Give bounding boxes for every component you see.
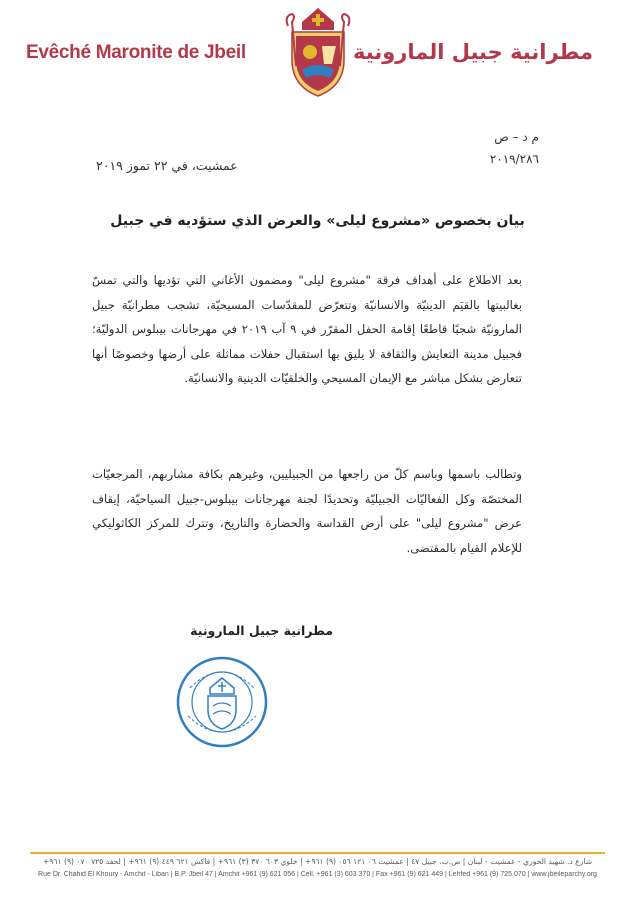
brand-name-arabic: مطرانية جبيل المارونية xyxy=(353,40,593,64)
body-paragraph-1: بعد الاطلاع على أهداف فرقة "مشروع ليلى" ومضمون الأغاني التي تؤديها والتي تمسّ بغالبيتها بالقيَم الدينيّة والانسانيّة وتتعرّض للمقدّسات المسيحيّة، تشجب مطرانيّة جبيل المارونيّة شجبًا قاطعًا إقامة الحفل المقرّر في ٩ آب ٢٠١٩ في مهرجانات بيبلوس الدوليّة؛ فجبيل مدينة التعايش والثقافة لا يليق بها استقبال حفلات مماثلة على أرضها وخصوصًا أنها تتعارض بشكل مباشر مع الإيمان المسيحي والخلقيّات الدينية والانسانيّة. xyxy=(92,273,522,385)
dateline: عمشيت، في ٢٢ تموز ٢٠١٩ xyxy=(96,158,238,173)
footer-address-english: Rue Dr. Chahid El Khoury - Amchit - Liban | B.P. Jbeil 47 | Amchit +961 (9) 621 056 | Cell. +961 (3) 603 370 | Fax +961 (9) 621 449 | Lehfed +961 (9) 725 070 | www.jbeileparchy.org xyxy=(38,871,597,878)
diocese-seal-icon xyxy=(176,656,268,748)
statement-title: بيان بخصوص «مشروع ليلى» والعرض الذي ستؤديه في جبيل xyxy=(110,213,525,229)
body-paragraph-2: وتطالب باسمها وباسم كلّ من راجعها من الجبيليين، وغيرهم بكافة مشاربهم، المرجعيّات المختصّة وكل الفعاليّات الجبيليّة وتحديدًا لجنة مهرجانات بيبلوس-جبيل السياحيّة، إيقاف عرض "مشروع ليلى" على أرض القداسة والحضارة والتاريخ، وتترك للمركز الكاثوليكي للإعلام القيام بالمقتضى. xyxy=(92,467,522,555)
reference-code: م د – ص xyxy=(494,130,539,144)
signature-line: مطرانية جبيل المارونية xyxy=(190,623,333,638)
reference-number: ٢٠١٩/٢٨٦ xyxy=(489,152,539,166)
brand-name-french: Evêché Maronite de Jbeil xyxy=(26,42,246,63)
footer-divider xyxy=(30,852,605,854)
diocese-crest-icon xyxy=(282,6,354,98)
footer-address-arabic: شارع د. شهيد الخوري - عمشيت - لبنان | ص.ب. جبيل ٤٧ | عمشيت ٠٦ ١٢١ ٠٥٦ (٩) ٩٦١+ | خلوي ٦٠٣ ٣٧٠ (٣) ٩٦١+ | فاكس ٦٢١ ٤٤٩ (٩) ٩٦١+ | لحفد ٧٢٥ ٠٧٠ (٩) ٩٦١+ xyxy=(42,857,593,866)
